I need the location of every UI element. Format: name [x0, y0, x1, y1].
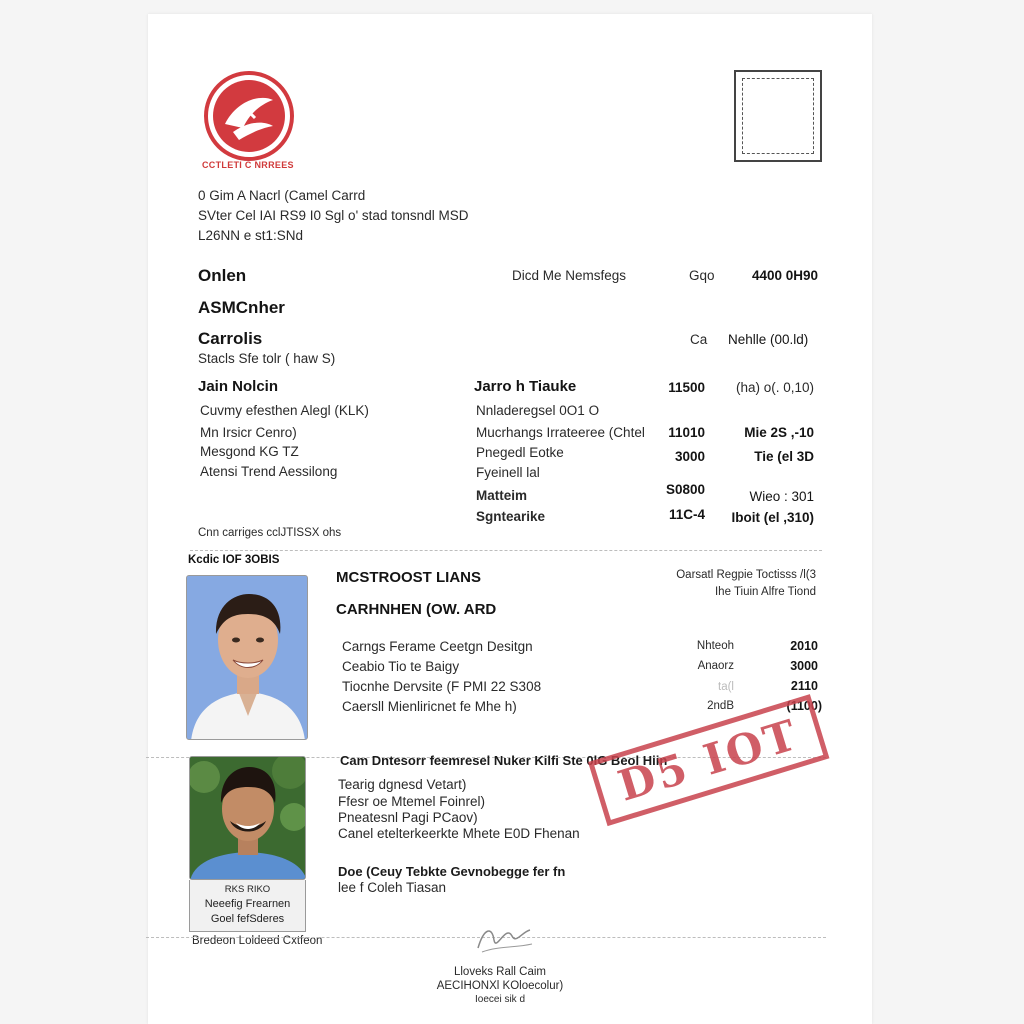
carrier-value: Nehlle (00.ld) [728, 332, 809, 347]
items-head-amount: 11500 [668, 380, 705, 395]
section2-row-mid: Anaorz [697, 660, 734, 672]
footer-line: Lloveks Rall Caim [453, 966, 547, 978]
section2-right-1: Oarsatl Regpie Toctisss /l(3 [676, 569, 816, 581]
section3-note: Doe (Ceuy Tebkte Gevnobegge fer fn [338, 864, 566, 879]
section3-line: Canel etelterkeerkte Mhete E0D Fhenan [338, 826, 580, 841]
carrier-title: Carrolis [198, 329, 263, 348]
stamp-text: D5 IOT [588, 694, 829, 826]
item-extra: Mie 2S ,-10 [744, 425, 814, 440]
section3-line: Tearig dgnesd Vetart) [338, 777, 467, 792]
section2-row-value: 3000 [790, 659, 818, 673]
order-title: Onlen [198, 266, 247, 285]
photo-caption-line: Goel fefSderes [210, 913, 285, 925]
item-amount: 11C-4 [668, 507, 705, 522]
item-amount: S0800 [665, 482, 705, 497]
section3-line: Ffesr oe Mtemel Foinrel) [338, 794, 486, 809]
section3-note: lee f Coleh Tiasan [338, 880, 447, 895]
section2-label: Kcdic IOF 3OBIS [188, 554, 280, 566]
contact-line: Atensi Trend Aessilong [200, 464, 338, 479]
section2-row-value: (1100) [786, 699, 822, 713]
items-head-label: Jarro h Tiauke [474, 378, 577, 395]
footnote: Cnn carriges cclJTISSX ohs [198, 527, 342, 539]
section2-title-1: MCSTROOST LIANS [336, 569, 481, 586]
contact-line: Mesgond KG TZ [200, 444, 299, 459]
portrait-photo-2 [189, 756, 306, 880]
section2-row-mid: 2ndB [707, 700, 734, 712]
portrait-photo-1 [186, 575, 308, 740]
carrier-subtitle: Stacls Sfe tolr ( haw S) [198, 351, 336, 366]
item-label: Mucrhangs Irrateeree (Chtel [476, 425, 645, 440]
section2-row-value: 2010 [790, 639, 818, 653]
logo-caption: CCTLETI C NRREES [202, 160, 294, 170]
postage-stamp-box [734, 70, 822, 162]
section2-row-label: Ceabio Tio te Baigy [342, 659, 460, 674]
company-logo [203, 70, 295, 167]
contact-name: Jain Nolcin [198, 378, 279, 395]
order-meta-code: Gqo [689, 268, 715, 283]
section3-title: Cam Dntesorr feemresel Nuker Kilfi Ste 0lG Beol Hiin [340, 753, 668, 768]
photo-footer: Bredeon Loldeed Cxtfeon [192, 935, 323, 947]
address-line-2: SVter Cel IAI RS9 I0 Sgl o' stad tonsndl MSD [198, 208, 469, 223]
address-line-3: L26NN e st1:SNd [198, 228, 304, 243]
section2-right-2: Ihe Tiuin Alfre Tiond [714, 586, 816, 598]
signature-mark [472, 918, 538, 963]
item-label: Nnladeregsel 0O1 O [476, 403, 600, 418]
item-extra: Tie (el 3D [754, 449, 814, 464]
item-amount: 3000 [674, 449, 705, 464]
order-subtitle: ASMCnher [198, 298, 285, 317]
section2-row-mid: Nhteoh [696, 640, 734, 652]
item-label: Fyeinell lal [476, 465, 540, 480]
order-meta-value: 4400 0H90 [752, 268, 819, 283]
photo-caption-line: RKS RIKO [224, 884, 271, 895]
carrier-code: Ca [690, 332, 708, 347]
footer-line: Ioecei sik d [474, 994, 526, 1005]
item-extra: Iboit (el ,310) [731, 510, 814, 525]
item-label: Matteim [476, 488, 528, 503]
divider [190, 550, 822, 551]
item-extra: Wieo : 301 [749, 489, 814, 504]
section3-line: Pneatesnl Pagi PCaov) [338, 810, 478, 825]
address-line-1: 0 Gim A Nacrl (Camel Carrd [198, 188, 366, 203]
section2-row-label: Tiocnhe Dervsite (F PMI 22 S308 [342, 679, 542, 694]
footer-line: AECIHONXl KOloecolur) [436, 980, 564, 992]
section2-row-mid: ta(l [718, 681, 734, 693]
item-label: Pnegedl Eotke [476, 445, 564, 460]
item-amount: 11010 [668, 425, 705, 440]
item-label: Sgntearike [476, 509, 546, 524]
contact-line: Mn Irsicr Cenro) [200, 425, 297, 440]
section2-row-label: Carngs Ferame Ceetgn Desitgn [342, 639, 533, 654]
contact-line: Cuvmy efesthen Alegl (KLK) [200, 403, 369, 418]
photo-caption [189, 880, 306, 932]
photo-caption-line: Neeefig Frearnen [204, 898, 291, 910]
section2-title-2: CARHNHEN (OW. ARD [336, 601, 497, 618]
section2-row-value: 2110 [790, 679, 818, 693]
items-head-extra: (ha) o(. 0,10) [735, 380, 814, 395]
order-meta-label: Dicd Me Nemsfegs [512, 268, 627, 283]
section2-row-label: Caersll Mienliricnet fe Mhe h) [342, 699, 517, 714]
